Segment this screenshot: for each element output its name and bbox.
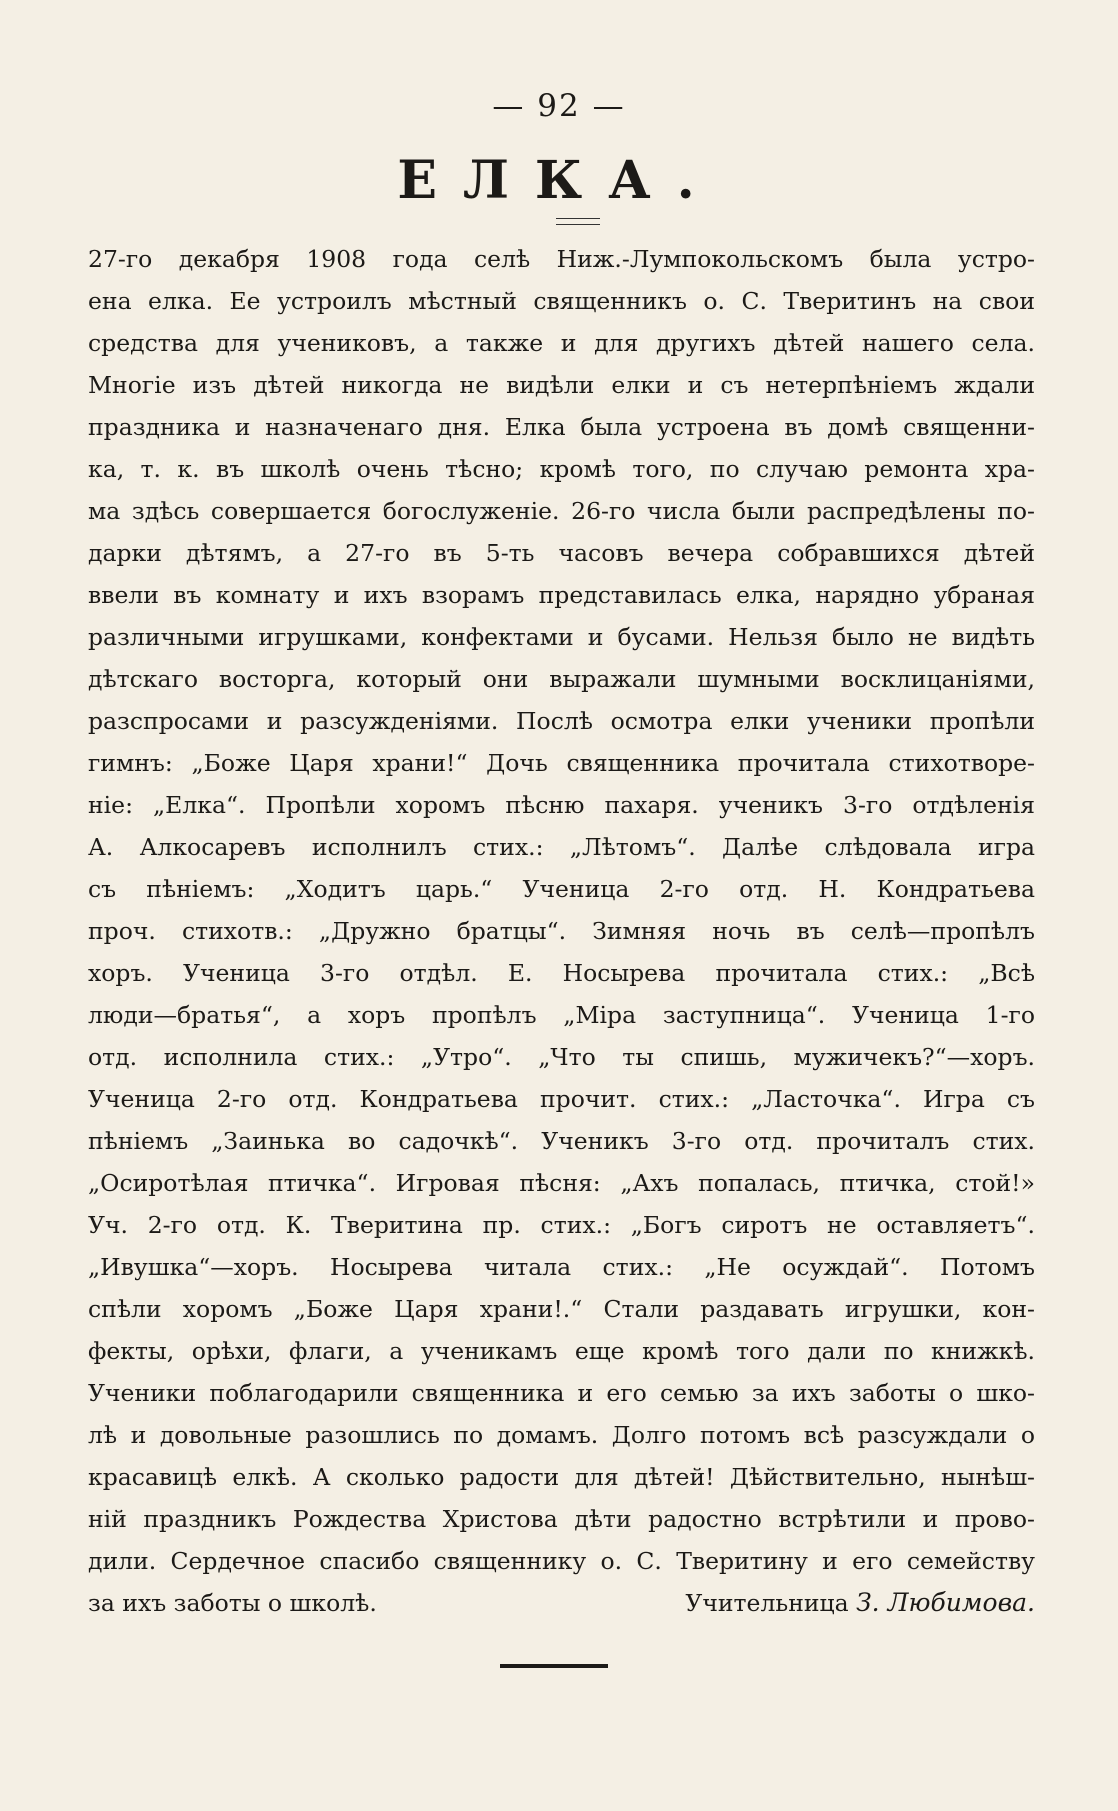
closing-text: за ихъ заботы о школѣ. (88, 1589, 377, 1617)
text-line: хоръ. Ученица 3-го отдѣл. Е. Носырева прочитала стих.: „Всѣ (88, 959, 1035, 987)
text-line: различными игрушками, конфектами и бусами. Нельзя было не видѣть (88, 623, 1035, 651)
text-line: ена елка. Ее устроилъ мѣстный священникъ о. С. Тверитинъ на свои (88, 287, 1035, 315)
text-line: проч. стихотв.: „Дружно братцы“. Зимняя ночь въ селѣ—пропѣлъ (88, 917, 1035, 945)
text-line: Ученица 2-го отд. Кондратьева прочит. стих.: „Ласточка“. Игра съ (88, 1085, 1035, 1113)
text-line: красавицѣ елкѣ. А сколько радости для дѣтей! Дѣйствительно, нынѣш- (88, 1463, 1035, 1491)
text-line: ка, т. к. въ школѣ очень тѣсно; кромѣ того, по случаю ремонта хра- (88, 455, 1035, 483)
text-line: ма здѣсь совершается богослуженіе. 26-го числа были распредѣлены по- (88, 497, 1035, 525)
text-line: ніе: „Елка“. Пропѣли хоромъ пѣсню пахаря. ученикъ 3-го отдѣленія (88, 791, 1035, 819)
text-line: гимнъ: „Боже Царя храни!“ Дочь священника прочитала стихотворе- (88, 749, 1035, 777)
text-line: отд. исполнила стих.: „Утро“. „Что ты спишь, мужичекъ?“—хоръ. (88, 1043, 1035, 1071)
text-line: 27-го декабря 1908 года селѣ Ниж.-Лумпокольскомъ была устро- (88, 245, 1035, 273)
text-line: Уч. 2-го отд. К. Тверитина пр. стих.: „Богъ сиротъ не оставляетъ“. (88, 1211, 1035, 1239)
text-line: ній праздникъ Рождества Христова дѣти радостно встрѣтили и прово- (88, 1505, 1035, 1533)
text-line: праздника и назначенаго дня. Елка была устроена въ домѣ священни- (88, 413, 1035, 441)
text-line: дѣтскаго восторга, который они выражали шумными восклицаніями, (88, 665, 1035, 693)
text-line: разспросами и разсужденіями. Послѣ осмотра елки ученики пропѣли (88, 707, 1035, 735)
closing-line (88, 1582, 1035, 1624)
page-number: — 92 — (492, 88, 626, 124)
text-line: Ученики поблагодарили священника и его семью за ихъ заботы о шко- (88, 1379, 1035, 1407)
text-line: средства для учениковъ, а также и для другихъ дѣтей нашего села. (88, 329, 1035, 357)
text-line: „Ивушка“—хоръ. Носырева читала стих.: „Не осуждай“. Потомъ (88, 1253, 1035, 1281)
text-line: спѣли хоромъ „Боже Царя храни!.“ Стали раздавать игрушки, кон- (88, 1295, 1035, 1323)
article-title: ЕЛКА. (397, 150, 721, 211)
text-line: ввели въ комнату и ихъ взорамъ представилась елка, нарядно убраная (88, 581, 1035, 609)
text-line: дили. Сердечное спасибо священнику о. С. Тверитину и его семейству (88, 1547, 1035, 1575)
signature-prefix: Учительница (685, 1589, 857, 1617)
text-line: лѣ и довольные разошлись по домамъ. Долго потомъ всѣ разсуждали о (88, 1421, 1035, 1449)
signature-block (685, 1582, 1035, 1624)
text-line: Многіе изъ дѣтей никогда не видѣли елки и съ нетерпѣніемъ ждали (88, 371, 1035, 399)
title-divider (556, 218, 600, 225)
text-line: люди—братья“, а хоръ пропѣлъ „Міра заступница“. Ученица 1-го (88, 1001, 1035, 1029)
text-line: пѣніемъ „Заинька во садочкѣ“. Ученикъ 3-го отд. прочиталъ стих. (88, 1127, 1035, 1155)
text-line: фекты, орѣхи, флаги, а ученикамъ еще кромѣ того дали по книжкѣ. (88, 1337, 1035, 1365)
signature-name: З. Любимова. (856, 1588, 1035, 1617)
text-line: А. Алкосаревъ исполнилъ стих.: „Лѣтомъ“. Далѣе слѣдовала игра (88, 833, 1035, 861)
end-divider (500, 1664, 608, 1668)
text-line: съ пѣніемъ: „Ходитъ царь.“ Ученица 2-го отд. Н. Кондратьева (88, 875, 1035, 903)
article-body (88, 238, 1035, 1624)
text-line: „Осиротѣлая птичка“. Игровая пѣсня: „Ахъ попалась, птичка, стой!» (88, 1169, 1035, 1197)
text-line: дарки дѣтямъ, а 27-го въ 5-ть часовъ вечера собравшихся дѣтей (88, 539, 1035, 567)
